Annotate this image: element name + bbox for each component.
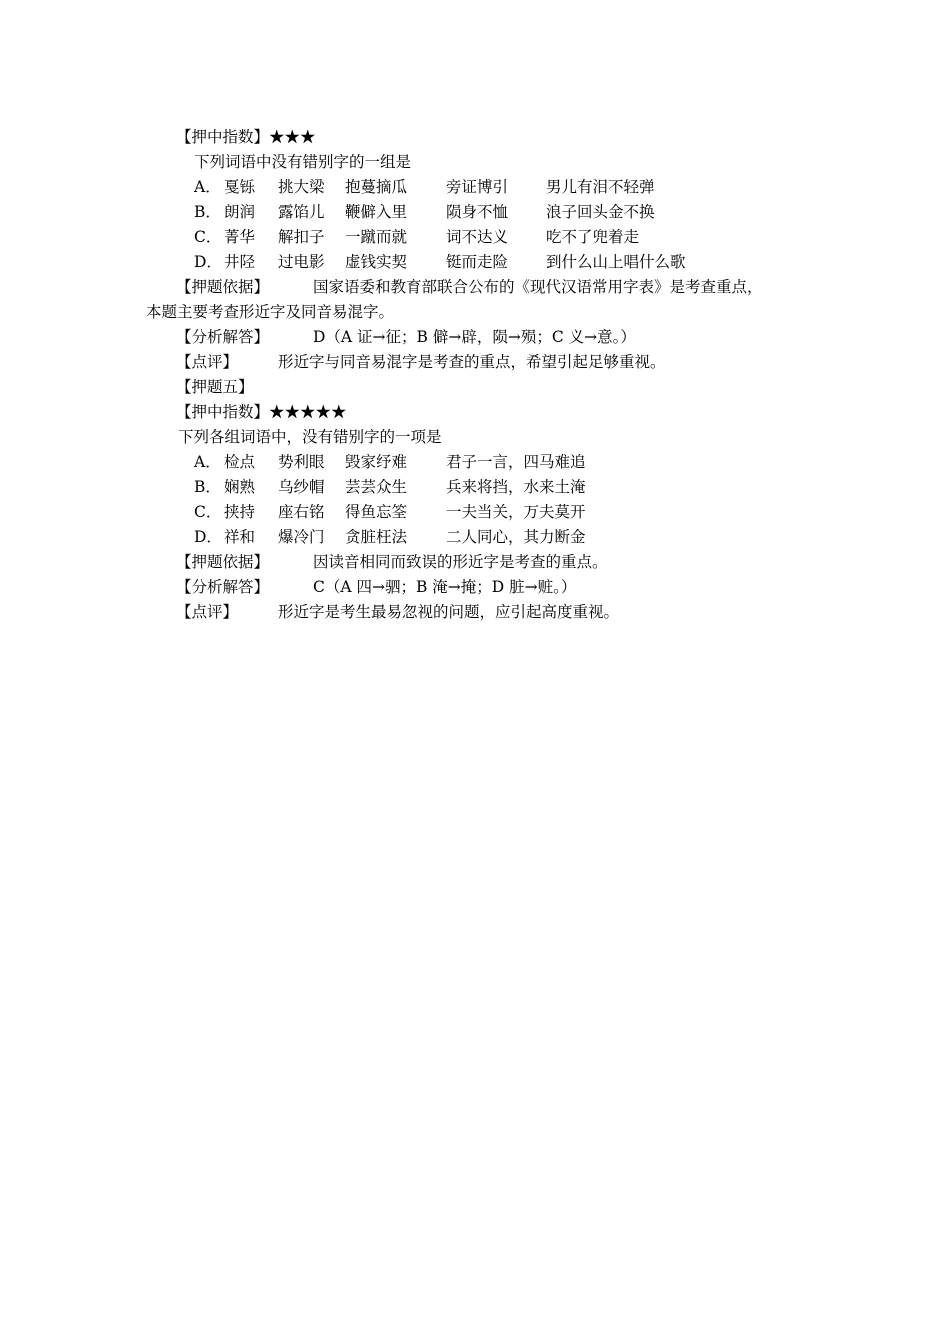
q4-option-letter: D． xyxy=(194,253,222,271)
q4-option-word: 解扣子 xyxy=(278,228,325,246)
q5-option-word: 二人同心，其力断金 xyxy=(446,528,586,546)
q5-index-label: 【押中指数】 xyxy=(176,403,270,421)
q5-option-letter: D． xyxy=(194,528,222,546)
q5-index-stars: ★★★★★ xyxy=(269,403,347,421)
q5-option-word: 一夫当关，万夫莫开 xyxy=(446,503,586,521)
q4-index-line xyxy=(176,127,316,147)
q4-option-word: 旁证博引 xyxy=(446,178,509,196)
q4-option-letter: C． xyxy=(194,228,222,246)
q4-option-word: 男儿有泪不轻弹 xyxy=(546,178,655,196)
q5-option-letter: C． xyxy=(194,503,222,521)
q5-option-word: 兵来将挡，水来土淹 xyxy=(446,478,586,496)
q5-title: 【押题五】 xyxy=(176,378,254,396)
q4-basis-text: 国家语委和教育部联合公布的《现代汉语常用字表》是考查重点， xyxy=(313,278,763,296)
q5-option-word: 毁家纾难 xyxy=(345,453,408,471)
q5-option-letter: A． xyxy=(194,453,221,471)
q4-comment-text: 形近字与同音易混字是考查的重点，希望引起足够重视。 xyxy=(278,353,666,371)
q5-option-word: 座右铭 xyxy=(278,503,325,521)
q5-option-word: 君子一言，四马难追 xyxy=(446,453,586,471)
q4-analysis-text: D（A 证→征；B 僻→辟，陨→殒；C 义→意。） xyxy=(313,328,636,346)
q4-index-stars: ★★★ xyxy=(269,128,316,146)
q5-option-word: 爆冷门 xyxy=(278,528,325,546)
q4-comment-label: 【点评】 xyxy=(176,353,239,371)
q5-option-word: 娴熟 xyxy=(224,478,256,496)
q5-option-word: 芸芸众生 xyxy=(345,478,408,496)
q5-basis-label: 【押题依据】 xyxy=(176,553,270,571)
q5-basis-text: 因读音相同而致误的形近字是考查的重点。 xyxy=(313,553,608,571)
q5-index-line xyxy=(176,402,347,422)
q5-comment-text: 形近字是考生最易忽视的问题，应引起高度重视。 xyxy=(278,603,620,621)
q4-option-word: 词不达义 xyxy=(446,228,509,246)
q4-index-label: 【押中指数】 xyxy=(176,128,270,146)
q4-basis-label: 【押题依据】 xyxy=(176,278,270,296)
q5-option-word: 检点 xyxy=(224,453,256,471)
q4-option-letter: B． xyxy=(194,203,221,221)
q4-option-word: 鞭僻入里 xyxy=(345,203,408,221)
q4-option-word: 抱蔓摘瓜 xyxy=(345,178,408,196)
q4-analysis-label: 【分析解答】 xyxy=(176,328,270,346)
q4-option-word: 井陉 xyxy=(224,253,256,271)
q4-basis-text-cont: 本题主要考查形近字及同音易混字。 xyxy=(146,303,395,321)
q5-comment-label: 【点评】 xyxy=(176,603,239,621)
q4-option-word: 挑大梁 xyxy=(278,178,325,196)
q4-option-word: 吃不了兜着走 xyxy=(546,228,640,246)
q5-option-word: 挟持 xyxy=(224,503,256,521)
q5-option-word: 贪脏枉法 xyxy=(345,528,408,546)
q4-option-word: 戛铄 xyxy=(224,178,256,196)
q4-option-word: 浪子回头金不换 xyxy=(546,203,655,221)
q4-option-word: 朗润 xyxy=(224,203,256,221)
q4-option-word: 一蹴而就 xyxy=(345,228,408,246)
q5-analysis-text: C（A 四→驷；B 淹→掩；D 脏→赃。） xyxy=(313,578,577,596)
q5-option-letter: B． xyxy=(194,478,221,496)
q5-question: 下列各组词语中，没有错别字的一项是 xyxy=(178,428,442,446)
q5-option-word: 得鱼忘筌 xyxy=(345,503,408,521)
q5-option-word: 祥和 xyxy=(224,528,256,546)
q5-option-word: 乌纱帽 xyxy=(278,478,325,496)
q5-option-word: 势利眼 xyxy=(278,453,325,471)
q4-option-word: 到什么山上唱什么歌 xyxy=(546,253,686,271)
q4-option-word: 虚钱实契 xyxy=(345,253,408,271)
q4-option-word: 铤而走险 xyxy=(446,253,509,271)
q4-question: 下列词语中没有错别字的一组是 xyxy=(194,153,412,171)
q4-basis-line xyxy=(176,277,269,297)
q4-option-word: 陨身不恤 xyxy=(446,203,509,221)
q4-option-word: 过电影 xyxy=(278,253,325,271)
q4-option-word: 菁华 xyxy=(224,228,256,246)
q4-option-word: 露馅儿 xyxy=(278,203,325,221)
q5-analysis-label: 【分析解答】 xyxy=(176,578,270,596)
q4-option-letter: A． xyxy=(194,178,221,196)
